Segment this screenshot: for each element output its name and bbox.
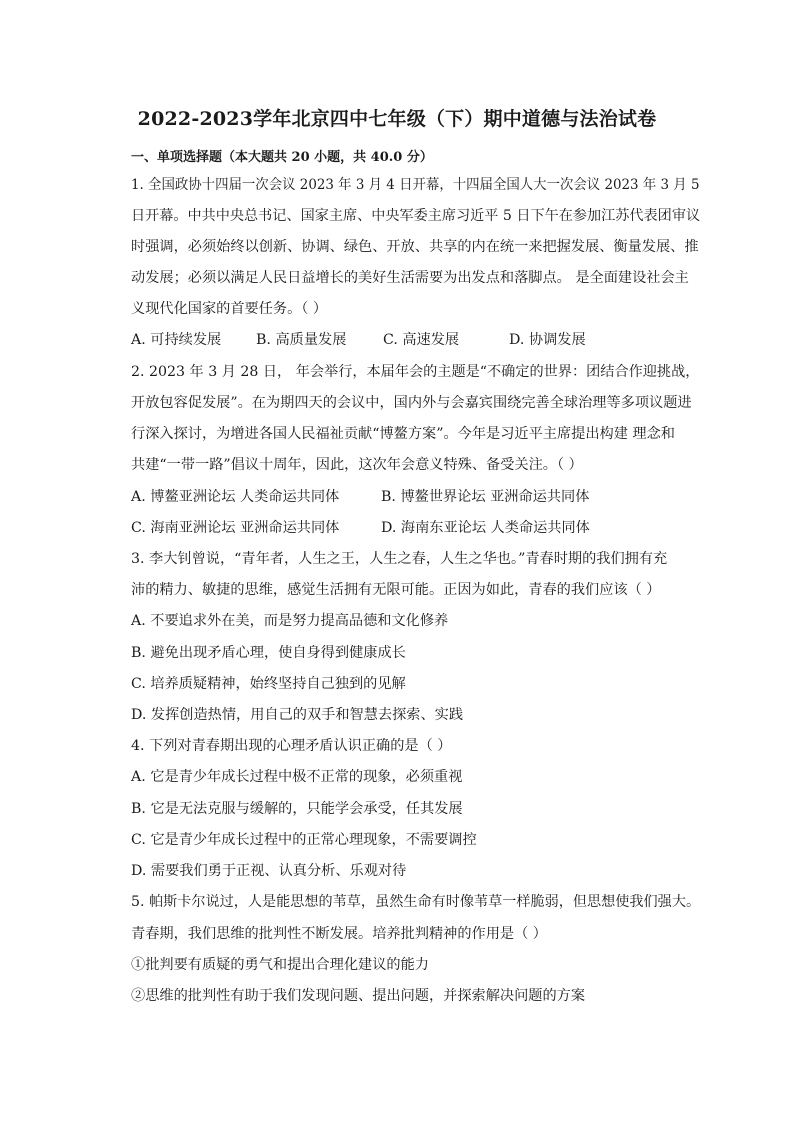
- q2-option-b: B. 博鳌世界论坛 亚洲命运共同体: [381, 489, 590, 505]
- q2-option-d: D. 海南东亚论坛 人类命运共同体: [381, 520, 590, 536]
- q2-line-3: 行深入探讨，为增进各国人民福祉贡献“博鳌方案”。今年是习近平主席提出构建 理念和: [131, 426, 675, 442]
- q3-option-d: D. 发挥创造热情，用自己的双手和智慧去探索、实践: [131, 707, 464, 723]
- q2-line-2: 开放包容促发展”。在为期四天的会议中，国内外与会嘉宾围绕完善全球治理等多项议题进: [131, 395, 692, 411]
- q1-line-1: 1. 全国政协十四届一次会议 2023 年 3 月 4 日开幕，十四届全国人大一次会议 2023 年 3 月 5: [131, 177, 700, 193]
- q3-option-a: A. 不要追求外在美，而是努力提高品德和文化修养: [131, 613, 449, 629]
- q4-option-b: B. 它是无法克服与缓解的，只能学会承受，任其发展: [131, 801, 463, 817]
- q3-line-1: 3. 李大钊曾说，“青年者，人生之王，人生之春，人生之华也。”青春时期的我们拥有充: [131, 551, 668, 567]
- q4-option-d: D. 需要我们勇于正视、认真分析、乐观对待: [131, 863, 407, 879]
- q2-option-a: A. 博鳌亚洲论坛 人类命运共同体: [131, 489, 340, 505]
- q4-option-c: C. 它是青少年成长过程中的正常心理现象，不需要调控: [131, 832, 477, 848]
- q2-line-1: 2. 2023 年 3 月 28 日， 年会举行，本届年会的主题是“不确定的世界：团结合作迎挑战，: [131, 364, 700, 380]
- q1-option-c: C. 高速发展: [383, 332, 460, 348]
- q1-option-a: A. 可持续发展: [131, 332, 222, 348]
- q3-option-c: C. 培养质疑精神，始终坚持自己独到的见解: [131, 676, 406, 692]
- exam-title: 2022-2023学年北京四中七年级（下）期中道德与法治试卷: [137, 108, 657, 130]
- q2-option-c: C. 海南亚洲论坛 亚洲命运共同体: [131, 520, 340, 536]
- q1-option-d: D. 协调发展: [509, 332, 586, 348]
- q5-line-2: 青春期，我们思维的批判性不断发展。培养批判精神的作用是（ ）: [131, 926, 547, 942]
- q1-option-b: B. 高质量发展: [256, 332, 347, 348]
- q3-line-2: 沛的精力、敏捷的思维，感觉生活拥有无限可能。正因为如此，青春的我们应该（ ）: [131, 582, 661, 598]
- q2-line-4: 共建“一带一路”倡议十周年，因此，这次年会意义特殊、备受关注。（ ）: [131, 457, 583, 473]
- q4-option-a: A. 它是青少年成长过程中极不正常的现象，必须重视: [131, 769, 463, 785]
- section-heading: 一、单项选择题（本大题共 20 小题，共 40.0 分）: [131, 150, 433, 165]
- q1-line-4: 动发展；必须以满足人民日益增长的美好生活需要为出发点和落脚点。 是全面建设社会主: [131, 270, 689, 286]
- q3-option-b: B. 避免出现矛盾心理，使自身得到健康成长: [131, 645, 406, 661]
- q1-line-3: 时强调，必须始终以创新、协调、绿色、开放、共享的内在统一来把握发展、衡量发展、推: [131, 239, 699, 255]
- q4-line-1: 4. 下列对青春期出现的心理矛盾认识正确的是（ ）: [131, 738, 452, 754]
- q5-statement-1: ①批判要有质疑的勇气和提出合理化建议的能力: [131, 957, 429, 973]
- q5-line-1: 5. 帕斯卡尔说过，人是能思想的苇草，虽然生命有时像苇草一样脆弱，但思想使我们强大。: [131, 894, 701, 910]
- q1-line-2: 日开幕。中共中央总书记、国家主席、中央军委主席习近平 5 日下午在参加江苏代表团审议: [131, 208, 701, 224]
- q5-statement-2: ②思维的批判性有助于我们发现问题、提出问题，并探索解决问题的方案: [131, 988, 586, 1004]
- q1-line-5: 义现代化国家的首要任务。（ ）: [131, 301, 328, 317]
